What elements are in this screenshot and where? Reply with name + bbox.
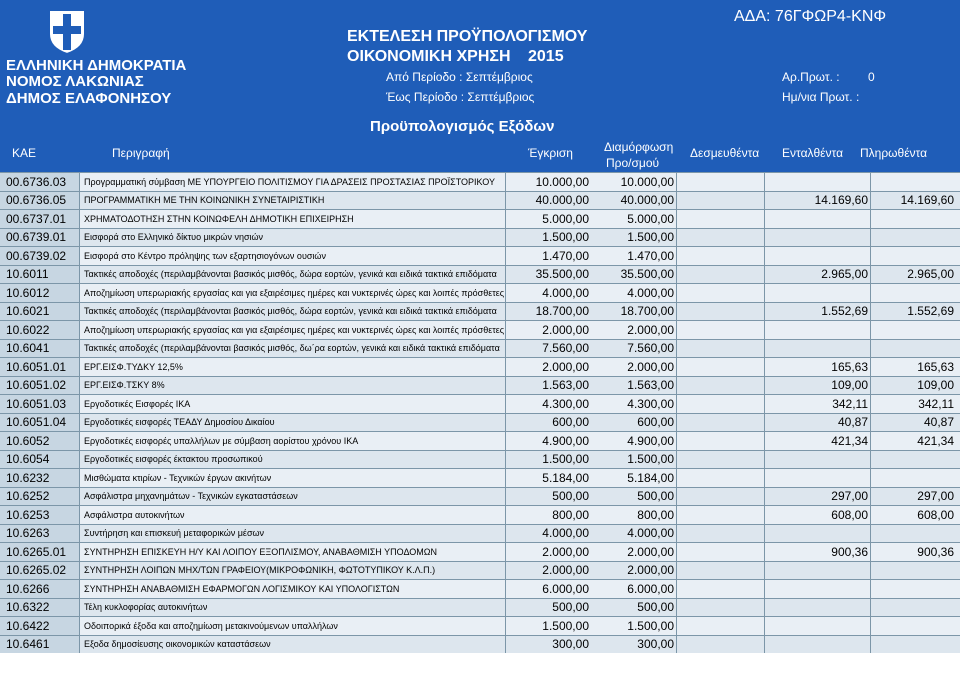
kae-code: 10.6252 xyxy=(0,488,80,506)
column-divider xyxy=(676,192,677,210)
column-divider xyxy=(676,469,677,487)
column-divider xyxy=(676,303,677,321)
approved-amount: 2.000,00 xyxy=(542,359,589,374)
column-divider xyxy=(676,377,677,395)
modified-amount: 5.000,00 xyxy=(627,211,674,226)
column-divider xyxy=(764,192,765,210)
paid-amount xyxy=(870,636,956,654)
column-divider xyxy=(676,525,677,543)
row-description: Οδοιπορικά έξοδα και αποζημίωση μετακινούμενων υπαλλήλων xyxy=(80,617,506,635)
modified-amount: 1.500,00 xyxy=(627,618,674,633)
report-title: ΕΚΤΕΛΕΣΗ ΠΡΟΫΠΟΛΟΓΙΣΜΟΥ xyxy=(347,28,588,45)
kae-code: 00.6739.01 xyxy=(0,229,80,247)
modified-amount: 1.500,00 xyxy=(627,452,674,467)
modified-amount: 500,00 xyxy=(637,489,674,504)
modified-amount: 2.000,00 xyxy=(627,563,674,578)
table-row xyxy=(0,635,960,654)
approved-amount: 500,00 xyxy=(552,489,589,504)
committed-amount xyxy=(764,562,870,580)
table-row xyxy=(0,542,960,561)
kae-code: 10.6054 xyxy=(0,451,80,469)
column-divider xyxy=(764,395,765,413)
column-divider xyxy=(870,229,871,247)
column-divider xyxy=(870,506,871,524)
paid-amount xyxy=(870,469,956,487)
committed-amount: 2.965,00 xyxy=(821,267,868,282)
approved-amount: 800,00 xyxy=(552,507,589,522)
column-divider xyxy=(870,192,871,210)
modified-amount: 4.900,00 xyxy=(627,433,674,448)
fiscal-year-label: ΟΙΚΟΝΟΜΙΚΗ ΧΡΗΣΗ xyxy=(347,48,511,65)
paid-amount xyxy=(870,599,956,617)
paid-amount: 109,00 xyxy=(917,378,954,393)
modified-amount: 1.470,00 xyxy=(627,248,674,263)
table-row xyxy=(0,579,960,598)
approved-amount: 2.000,00 xyxy=(542,322,589,337)
column-divider xyxy=(870,340,871,358)
kae-code: 10.6051.01 xyxy=(0,358,80,376)
row-description: Εισφορά στο Κέντρο πρόληψης των εξαρτησιογόνων ουσιών xyxy=(80,247,506,265)
committed-amount: 421,34 xyxy=(831,433,868,448)
paid-amount: 1.552,69 xyxy=(907,304,954,319)
column-divider xyxy=(870,210,871,228)
approved-amount: 35.500,00 xyxy=(535,267,589,282)
table-row xyxy=(0,357,960,376)
committed-amount xyxy=(764,599,870,617)
column-divider xyxy=(676,395,677,413)
column-divider xyxy=(764,543,765,561)
row-description: ΠΡΟΓΡΑΜΜΑΤΙΚΗ ΜΕ ΤΗΝ ΚΟΙΝΩΝΙΚΗ ΣΥΝΕΤΑΙΡΙΣΤΙΚΗ xyxy=(80,192,506,210)
committed-amount xyxy=(764,636,870,654)
paid-amount: 900,36 xyxy=(917,544,954,559)
paid-amount xyxy=(870,525,956,543)
approved-amount: 2.000,00 xyxy=(542,544,589,559)
fiscal-year-value: 2015 xyxy=(528,48,564,65)
row-description: Εργοδοτικές Εισφορές ΙΚΑ xyxy=(80,395,506,413)
table-row xyxy=(0,172,960,191)
approved-amount: 4.000,00 xyxy=(542,285,589,300)
protocol-number-label: Αρ.Πρωτ. : xyxy=(782,70,840,84)
column-divider xyxy=(870,247,871,265)
paid-amount xyxy=(870,580,956,598)
column-divider xyxy=(676,173,677,191)
column-divider xyxy=(764,599,765,617)
row-description: Εργοδοτικές εισφορές υπαλλήλων με σύμβαση αορίστου χρόνου ΙΚΑ xyxy=(80,432,506,450)
column-divider xyxy=(676,599,677,617)
kae-code: 10.6052 xyxy=(0,432,80,450)
column-divider xyxy=(870,358,871,376)
table-row xyxy=(0,394,960,413)
column-divider xyxy=(764,432,765,450)
paid-amount xyxy=(870,229,956,247)
column-divider xyxy=(870,599,871,617)
column-divider xyxy=(764,414,765,432)
column-divider xyxy=(764,247,765,265)
column-divider xyxy=(764,284,765,302)
paid-amount: 608,00 xyxy=(917,507,954,522)
modified-amount: 1.500,00 xyxy=(627,230,674,245)
column-divider xyxy=(764,506,765,524)
kae-code: 10.6051.03 xyxy=(0,395,80,413)
period-from: Από Περίοδο : Σεπτέμβριος xyxy=(386,70,533,84)
modified-amount: 300,00 xyxy=(637,637,674,652)
kae-code: 10.6051.02 xyxy=(0,377,80,395)
approved-amount: 500,00 xyxy=(552,600,589,615)
approved-amount: 1.563,00 xyxy=(542,378,589,393)
approved-amount: 10.000,00 xyxy=(535,174,589,189)
table-row xyxy=(0,339,960,358)
kae-code: 00.6736.03 xyxy=(0,173,80,191)
column-divider xyxy=(676,210,677,228)
column-divider xyxy=(676,488,677,506)
approved-amount: 1.500,00 xyxy=(542,452,589,467)
row-description: Ασφάλιστρα μηχανημάτων - Τεχνικών εγκαταστάσεων xyxy=(80,488,506,506)
row-description: Τακτικές αποδοχές (περιλαμβάνονται βασικός μισθός, δώρα εορτών, γενικά και ειδικά τακτικά επιδόματα xyxy=(80,266,506,284)
table-row xyxy=(0,468,960,487)
org-municipality: ΔΗΜΟΣ ΕΛΑΦΟΝΗΣΟΥ xyxy=(6,90,172,107)
column-divider xyxy=(676,506,677,524)
table-row xyxy=(0,191,960,210)
row-description: ΣΥΝΤΗΡΗΣΗ ΕΠΙΣΚΕΥΗ Η/Υ ΚΑΙ ΛΟΙΠΟΥ ΕΞΟΠΛΙΣΜΟΥ, ΑΝΑΒΑΘΜΙΣΗ ΥΠΟΔΟΜΩΝ xyxy=(80,543,506,561)
modified-amount: 35.500,00 xyxy=(620,267,674,282)
column-divider xyxy=(764,321,765,339)
column-divider xyxy=(870,303,871,321)
table-row xyxy=(0,487,960,506)
modified-amount: 600,00 xyxy=(637,415,674,430)
kae-code: 10.6322 xyxy=(0,599,80,617)
column-header-paid: Πληρωθέντα xyxy=(860,146,928,160)
approved-amount: 2.000,00 xyxy=(542,563,589,578)
committed-amount xyxy=(764,284,870,302)
paid-amount xyxy=(870,247,956,265)
table-row xyxy=(0,246,960,265)
column-divider xyxy=(676,340,677,358)
paid-amount xyxy=(870,173,956,191)
table-row xyxy=(0,320,960,339)
committed-amount: 608,00 xyxy=(831,507,868,522)
kae-code: 00.6739.02 xyxy=(0,247,80,265)
approved-amount: 1.500,00 xyxy=(542,618,589,633)
row-description: Συντήρηση και επισκευή μεταφορικών μέσων xyxy=(80,525,506,543)
column-divider xyxy=(676,266,677,284)
paid-amount: 421,34 xyxy=(917,433,954,448)
modified-amount: 2.000,00 xyxy=(627,322,674,337)
column-divider xyxy=(870,469,871,487)
modified-amount: 1.563,00 xyxy=(627,378,674,393)
kae-code: 10.6265.02 xyxy=(0,562,80,580)
paid-amount: 2.965,00 xyxy=(907,267,954,282)
kae-code: 00.6736.05 xyxy=(0,192,80,210)
column-divider xyxy=(764,266,765,284)
kae-code: 10.6012 xyxy=(0,284,80,302)
committed-amount: 297,00 xyxy=(831,489,868,504)
committed-amount: 342,11 xyxy=(832,396,868,411)
table-row xyxy=(0,209,960,228)
column-divider xyxy=(764,580,765,598)
approved-amount: 4.300,00 xyxy=(542,396,589,411)
kae-code: 10.6265.01 xyxy=(0,543,80,561)
table-row xyxy=(0,302,960,321)
report-header xyxy=(0,0,960,172)
committed-amount xyxy=(764,321,870,339)
column-divider xyxy=(870,432,871,450)
column-divider xyxy=(676,229,677,247)
ada-code: ΑΔΑ: 76ΓΦΩΡ4-ΚΝΦ xyxy=(734,8,887,25)
paid-amount xyxy=(870,617,956,635)
approved-amount: 40.000,00 xyxy=(535,193,589,208)
modified-amount: 4.000,00 xyxy=(627,526,674,541)
column-header-modified-line2: Προ/σμού xyxy=(606,156,660,170)
column-divider xyxy=(870,173,871,191)
kae-code: 10.6051.04 xyxy=(0,414,80,432)
table-row xyxy=(0,283,960,302)
committed-amount xyxy=(764,525,870,543)
modified-amount: 4.300,00 xyxy=(627,396,674,411)
row-description: Εργοδοτικές εισφορές έκτακτου προσωπικού xyxy=(80,451,506,469)
row-description: Προγραμματική σύμβαση ΜΕ ΥΠΟΥΡΓΕΙΟ ΠΟΛΙΤΙΣΜΟΥ ΓΙΑ ΔΡΑΣΕΙΣ ΠΡΟΣΤΑΣΙΑΣ ΠΡΟΪΣΤΟΡΙΚΟΥ xyxy=(80,173,506,191)
modified-amount: 10.000,00 xyxy=(620,174,674,189)
column-divider xyxy=(676,543,677,561)
paid-amount: 14.169,60 xyxy=(900,193,954,208)
committed-amount: 109,00 xyxy=(831,378,868,393)
row-description: ΣΥΝΤΗΡΗΣΗ ΑΝΑΒΑΘΜΙΣΗ ΕΦΑΡΜΟΓΩΝ ΛΟΓΙΣΜΙΚΟΥ ΚΑΙ ΥΠΟΛΟΓΙΣΤΩΝ xyxy=(80,580,506,598)
paid-amount: 40,87 xyxy=(923,415,954,430)
kae-code: 10.6422 xyxy=(0,617,80,635)
modified-amount: 2.000,00 xyxy=(627,359,674,374)
kae-code: 10.6041 xyxy=(0,340,80,358)
approved-amount: 1.470,00 xyxy=(542,248,589,263)
committed-amount: 14.169,60 xyxy=(814,193,868,208)
table-row xyxy=(0,561,960,580)
column-divider xyxy=(764,636,765,654)
column-divider xyxy=(870,525,871,543)
committed-amount xyxy=(764,469,870,487)
column-header-certified: Ενταλθέντα xyxy=(782,146,844,160)
committed-amount xyxy=(764,247,870,265)
column-header-approved: Έγκριση xyxy=(528,146,573,160)
column-divider xyxy=(764,451,765,469)
approved-amount: 18.700,00 xyxy=(535,304,589,319)
column-divider xyxy=(764,377,765,395)
committed-amount xyxy=(764,210,870,228)
column-divider xyxy=(764,525,765,543)
approved-amount: 600,00 xyxy=(552,415,589,430)
row-description: Εξοδα δημοσίευσης οικονομικών καταστάσεων xyxy=(80,636,506,654)
modified-amount: 5.184,00 xyxy=(627,470,674,485)
row-description: Εργοδοτικές εισφορές ΤΕΑΔΥ Δημοσίου Δικαίου xyxy=(80,414,506,432)
row-description: ΕΡΓ.ΕΙΣΦ.ΤΣΚΥ 8% xyxy=(80,377,506,395)
column-divider xyxy=(870,395,871,413)
table-row xyxy=(0,376,960,395)
column-divider xyxy=(870,414,871,432)
kae-code: 10.6021 xyxy=(0,303,80,321)
column-header-committed: Δεσμευθέντα xyxy=(690,146,760,160)
approved-amount: 6.000,00 xyxy=(542,581,589,596)
table-row xyxy=(0,265,960,284)
column-divider xyxy=(676,617,677,635)
paid-amount: 297,00 xyxy=(917,489,954,504)
paid-amount xyxy=(870,210,956,228)
column-divider xyxy=(870,488,871,506)
org-country: ΕΛΛΗΝΙΚΗ ΔΗΜΟΚΡΑΤΙΑ xyxy=(6,57,187,74)
kae-code: 10.6232 xyxy=(0,469,80,487)
committed-amount xyxy=(764,173,870,191)
row-description: ΧΡΗΜΑΤΟΔΟΤΗΣΗ ΣΤΗΝ ΚΟΙΝΩΦΕΛΗ ΔΗΜΟΤΙΚΗ ΕΠΙΧΕΙΡΗΣΗ xyxy=(80,210,506,228)
column-divider xyxy=(870,543,871,561)
modified-amount: 800,00 xyxy=(637,507,674,522)
kae-code: 00.6737.01 xyxy=(0,210,80,228)
column-divider xyxy=(676,451,677,469)
paid-amount xyxy=(870,562,956,580)
modified-amount: 4.000,00 xyxy=(627,285,674,300)
committed-amount: 165,63 xyxy=(831,359,868,374)
committed-amount xyxy=(764,580,870,598)
column-divider xyxy=(676,247,677,265)
approved-amount: 5.000,00 xyxy=(542,211,589,226)
column-divider xyxy=(676,284,677,302)
modified-amount: 40.000,00 xyxy=(620,193,674,208)
modified-amount: 500,00 xyxy=(637,600,674,615)
approved-amount: 1.500,00 xyxy=(542,230,589,245)
column-divider xyxy=(764,340,765,358)
column-divider xyxy=(676,358,677,376)
approved-amount: 300,00 xyxy=(552,637,589,652)
row-description: ΣΥΝΤΗΡΗΣΗ ΛΟΙΠΩΝ ΜΗΧ/ΤΩΝ ΓΡΑΦΕΙΟΥ(ΜΙΚΡΟΦΩΝΙΚΗ, ΦΩΤΟΤΥΠΙΚΟΥ Κ.Λ.Π.) xyxy=(80,562,506,580)
table-row xyxy=(0,598,960,617)
column-divider xyxy=(676,636,677,654)
column-divider xyxy=(676,321,677,339)
row-description: Μισθώματα κτιρίων - Τεχνικών έργων ακινήτων xyxy=(80,469,506,487)
column-divider xyxy=(764,173,765,191)
column-divider xyxy=(764,488,765,506)
table-row xyxy=(0,505,960,524)
greek-emblem-icon xyxy=(45,6,89,56)
column-divider xyxy=(870,562,871,580)
modified-amount: 7.560,00 xyxy=(627,341,674,356)
column-divider xyxy=(764,469,765,487)
table-row xyxy=(0,228,960,247)
paid-amount xyxy=(870,451,956,469)
paid-amount xyxy=(870,340,956,358)
kae-code: 10.6022 xyxy=(0,321,80,339)
row-description: ΕΡΓ.ΕΙΣΦ.ΤΥΔΚΥ 12,5% xyxy=(80,358,506,376)
section-title: Προϋπολογισμός Εξόδων xyxy=(370,118,555,135)
approved-amount: 7.560,00 xyxy=(542,341,589,356)
committed-amount xyxy=(764,229,870,247)
column-divider xyxy=(676,414,677,432)
expense-table xyxy=(0,172,960,653)
column-divider xyxy=(870,451,871,469)
column-divider xyxy=(870,266,871,284)
paid-amount xyxy=(870,321,956,339)
approved-amount: 4.000,00 xyxy=(542,526,589,541)
kae-code: 10.6266 xyxy=(0,580,80,598)
org-prefecture: ΝΟΜΟΣ ΛΑΚΩΝΙΑΣ xyxy=(6,73,144,90)
paid-amount: 342,11 xyxy=(918,396,954,411)
column-divider xyxy=(764,210,765,228)
row-description: Τέλη κυκλοφορίας αυτοκινήτων xyxy=(80,599,506,617)
committed-amount xyxy=(764,340,870,358)
column-divider xyxy=(870,636,871,654)
table-row xyxy=(0,616,960,635)
column-divider xyxy=(870,377,871,395)
table-row xyxy=(0,524,960,543)
committed-amount xyxy=(764,451,870,469)
column-divider xyxy=(676,562,677,580)
approved-amount: 4.900,00 xyxy=(542,433,589,448)
column-divider xyxy=(764,303,765,321)
modified-amount: 18.700,00 xyxy=(620,304,674,319)
column-divider xyxy=(764,562,765,580)
table-row xyxy=(0,413,960,432)
modified-amount: 6.000,00 xyxy=(627,581,674,596)
protocol-date-label: Ημ/νια Πρωτ. : xyxy=(782,90,860,104)
column-divider xyxy=(676,432,677,450)
committed-amount: 40,87 xyxy=(837,415,868,430)
approved-amount: 5.184,00 xyxy=(542,470,589,485)
period-to: Έως Περίοδο : Σεπτέμβριος xyxy=(386,90,535,104)
kae-code: 10.6263 xyxy=(0,525,80,543)
row-description: Τακτικές αποδοχές (περιλαμβάνονται βασικός μισθός, δω΄ρα εορτών, γενικά και ειδικά τακτικά επιδόματα xyxy=(80,340,506,358)
column-divider xyxy=(870,580,871,598)
column-divider xyxy=(676,580,677,598)
row-description: Αποζημίωση υπερωριακής εργασίας και για εξαιρέσιμες ημέρες και νυκτερινές ώρες και λοιπές πρόσθετες xyxy=(80,284,506,302)
kae-code: 10.6461 xyxy=(0,636,80,654)
row-description: Τακτικές αποδοχές (περιλαμβάνονται βασικός μισθός, δώρα εορτών, γενικά και ειδικά τακτικά επιδόματα xyxy=(80,303,506,321)
column-divider xyxy=(764,617,765,635)
column-divider xyxy=(870,321,871,339)
column-divider xyxy=(870,284,871,302)
committed-amount xyxy=(764,617,870,635)
column-divider xyxy=(764,229,765,247)
table-row xyxy=(0,431,960,450)
column-header-description: Περιγραφή xyxy=(112,146,170,160)
committed-amount: 900,36 xyxy=(831,544,868,559)
column-header-kae: ΚΑΕ xyxy=(12,146,37,160)
modified-amount: 2.000,00 xyxy=(627,544,674,559)
kae-code: 10.6011 xyxy=(0,266,80,284)
paid-amount xyxy=(870,284,956,302)
column-header-modified-line1: Διαμόρφωση xyxy=(604,140,674,154)
column-divider xyxy=(764,358,765,376)
row-description: Αποζημίωση υπερωριακής εργασίας και για εξαιρέσιμες ημέρες και νυκτερινές ώρες και λοιπές πρόσθετες xyxy=(80,321,506,339)
protocol-number-value: 0 xyxy=(868,70,875,84)
committed-amount: 1.552,69 xyxy=(821,304,868,319)
column-divider xyxy=(870,617,871,635)
table-row xyxy=(0,450,960,469)
row-description: Εισφορά στο Ελληνικό δίκτυο μικρών νησιών xyxy=(80,229,506,247)
paid-amount: 165,63 xyxy=(917,359,954,374)
kae-code: 10.6253 xyxy=(0,506,80,524)
row-description: Ασφάλιστρα αυτοκινήτων xyxy=(80,506,506,524)
